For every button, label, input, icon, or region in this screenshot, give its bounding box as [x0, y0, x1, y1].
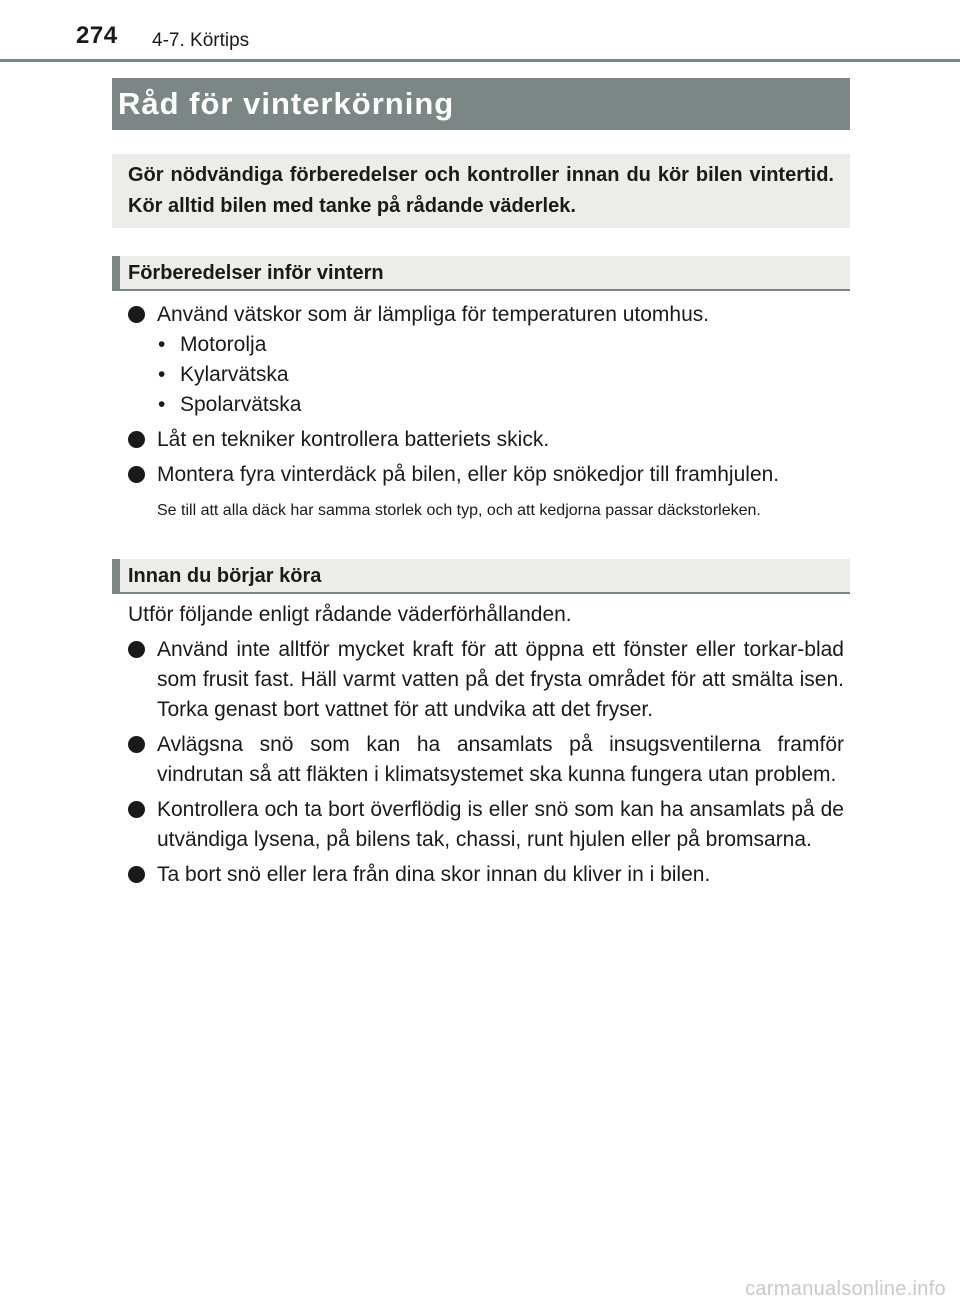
section-before-driving-content [128, 600, 844, 890]
bullet-item [128, 730, 844, 790]
bullet-text: Låt en tekniker kontrollera batteriets skick. [157, 428, 550, 451]
bullet-item [128, 795, 844, 855]
filled-circle-icon [128, 641, 145, 658]
bullet-item [128, 860, 844, 890]
bullet-text: Ta bort snö eller lera från dina skor innan du kliver in i bilen. [157, 863, 711, 886]
sub-item [128, 360, 844, 390]
section-heading-winter-prep: Förberedelser inför vintern [112, 256, 850, 291]
chapter-label: 4-7. Körtips [152, 30, 250, 51]
filled-circle-icon [128, 736, 145, 753]
bullet-text: Montera fyra vinterdäck på bilen, eller köp snökedjor till framhjulen. [157, 463, 780, 486]
section-winter-prep-content [128, 300, 844, 522]
filled-circle-icon [128, 466, 145, 483]
watermark: carmanualsonline.info [745, 1278, 946, 1300]
filled-circle-icon [128, 801, 145, 818]
bullet-item [128, 635, 844, 725]
bullet-text: Avlägsna snö som kan ha ansamlats på insugsventilerna framför vindrutan så att fläkten i klimatsystemet ska kunna fungera utan problem. [157, 733, 844, 786]
small-dot-icon: • [158, 363, 166, 386]
bullet-item [128, 300, 844, 330]
filled-circle-icon [128, 866, 145, 883]
filled-circle-icon [128, 306, 145, 323]
header-rule [0, 59, 960, 62]
bullet-text: Använd vätskor som är lämpliga för temperaturen utomhus. [157, 303, 710, 326]
sub-item-text: Motorolja [180, 333, 267, 356]
sub-item [128, 330, 844, 360]
small-dot-icon: • [158, 393, 166, 416]
note-text: Se till att alla däck har samma storlek och typ, och att kedjorna passar däckstorleken. [157, 502, 761, 519]
intro-text: Gör nödvändiga förberedelser och kontroller innan du kör bilen vintertid. Kör alltid bilen med tanke på rådande väderlek. [128, 164, 834, 217]
bullet-text: Använd inte alltför mycket kraft för att öppna ett fönster eller torkar-blad som frusit fast. Häll varmt vatten på det frysta området för att smälta isen. Torka genast bort vattnet för att undvika att det fryser. [157, 638, 844, 721]
sub-item [128, 390, 844, 420]
lead-text: Utför följande enligt rådande väderförhållanden. [128, 603, 572, 626]
page-number: 274 [76, 22, 118, 49]
bullet-text: Kontrollera och ta bort överflödig is eller snö som kan ha ansamlats på de utvändiga lysena, på bilens tak, chassi, runt hjulen eller på bromsarna. [157, 798, 844, 851]
bullet-item [128, 425, 844, 455]
intro-box [112, 154, 850, 228]
page-title: Råd för vinterkörning [112, 78, 850, 130]
small-dot-icon: • [158, 333, 166, 356]
sub-item-text: Spolarvätska [180, 393, 302, 416]
filled-circle-icon [128, 431, 145, 448]
bullet-item [128, 460, 844, 490]
section-heading-before-driving: Innan du börjar köra [112, 559, 850, 594]
page-header [0, 0, 960, 62]
sub-item-text: Kylarvätska [180, 363, 289, 386]
